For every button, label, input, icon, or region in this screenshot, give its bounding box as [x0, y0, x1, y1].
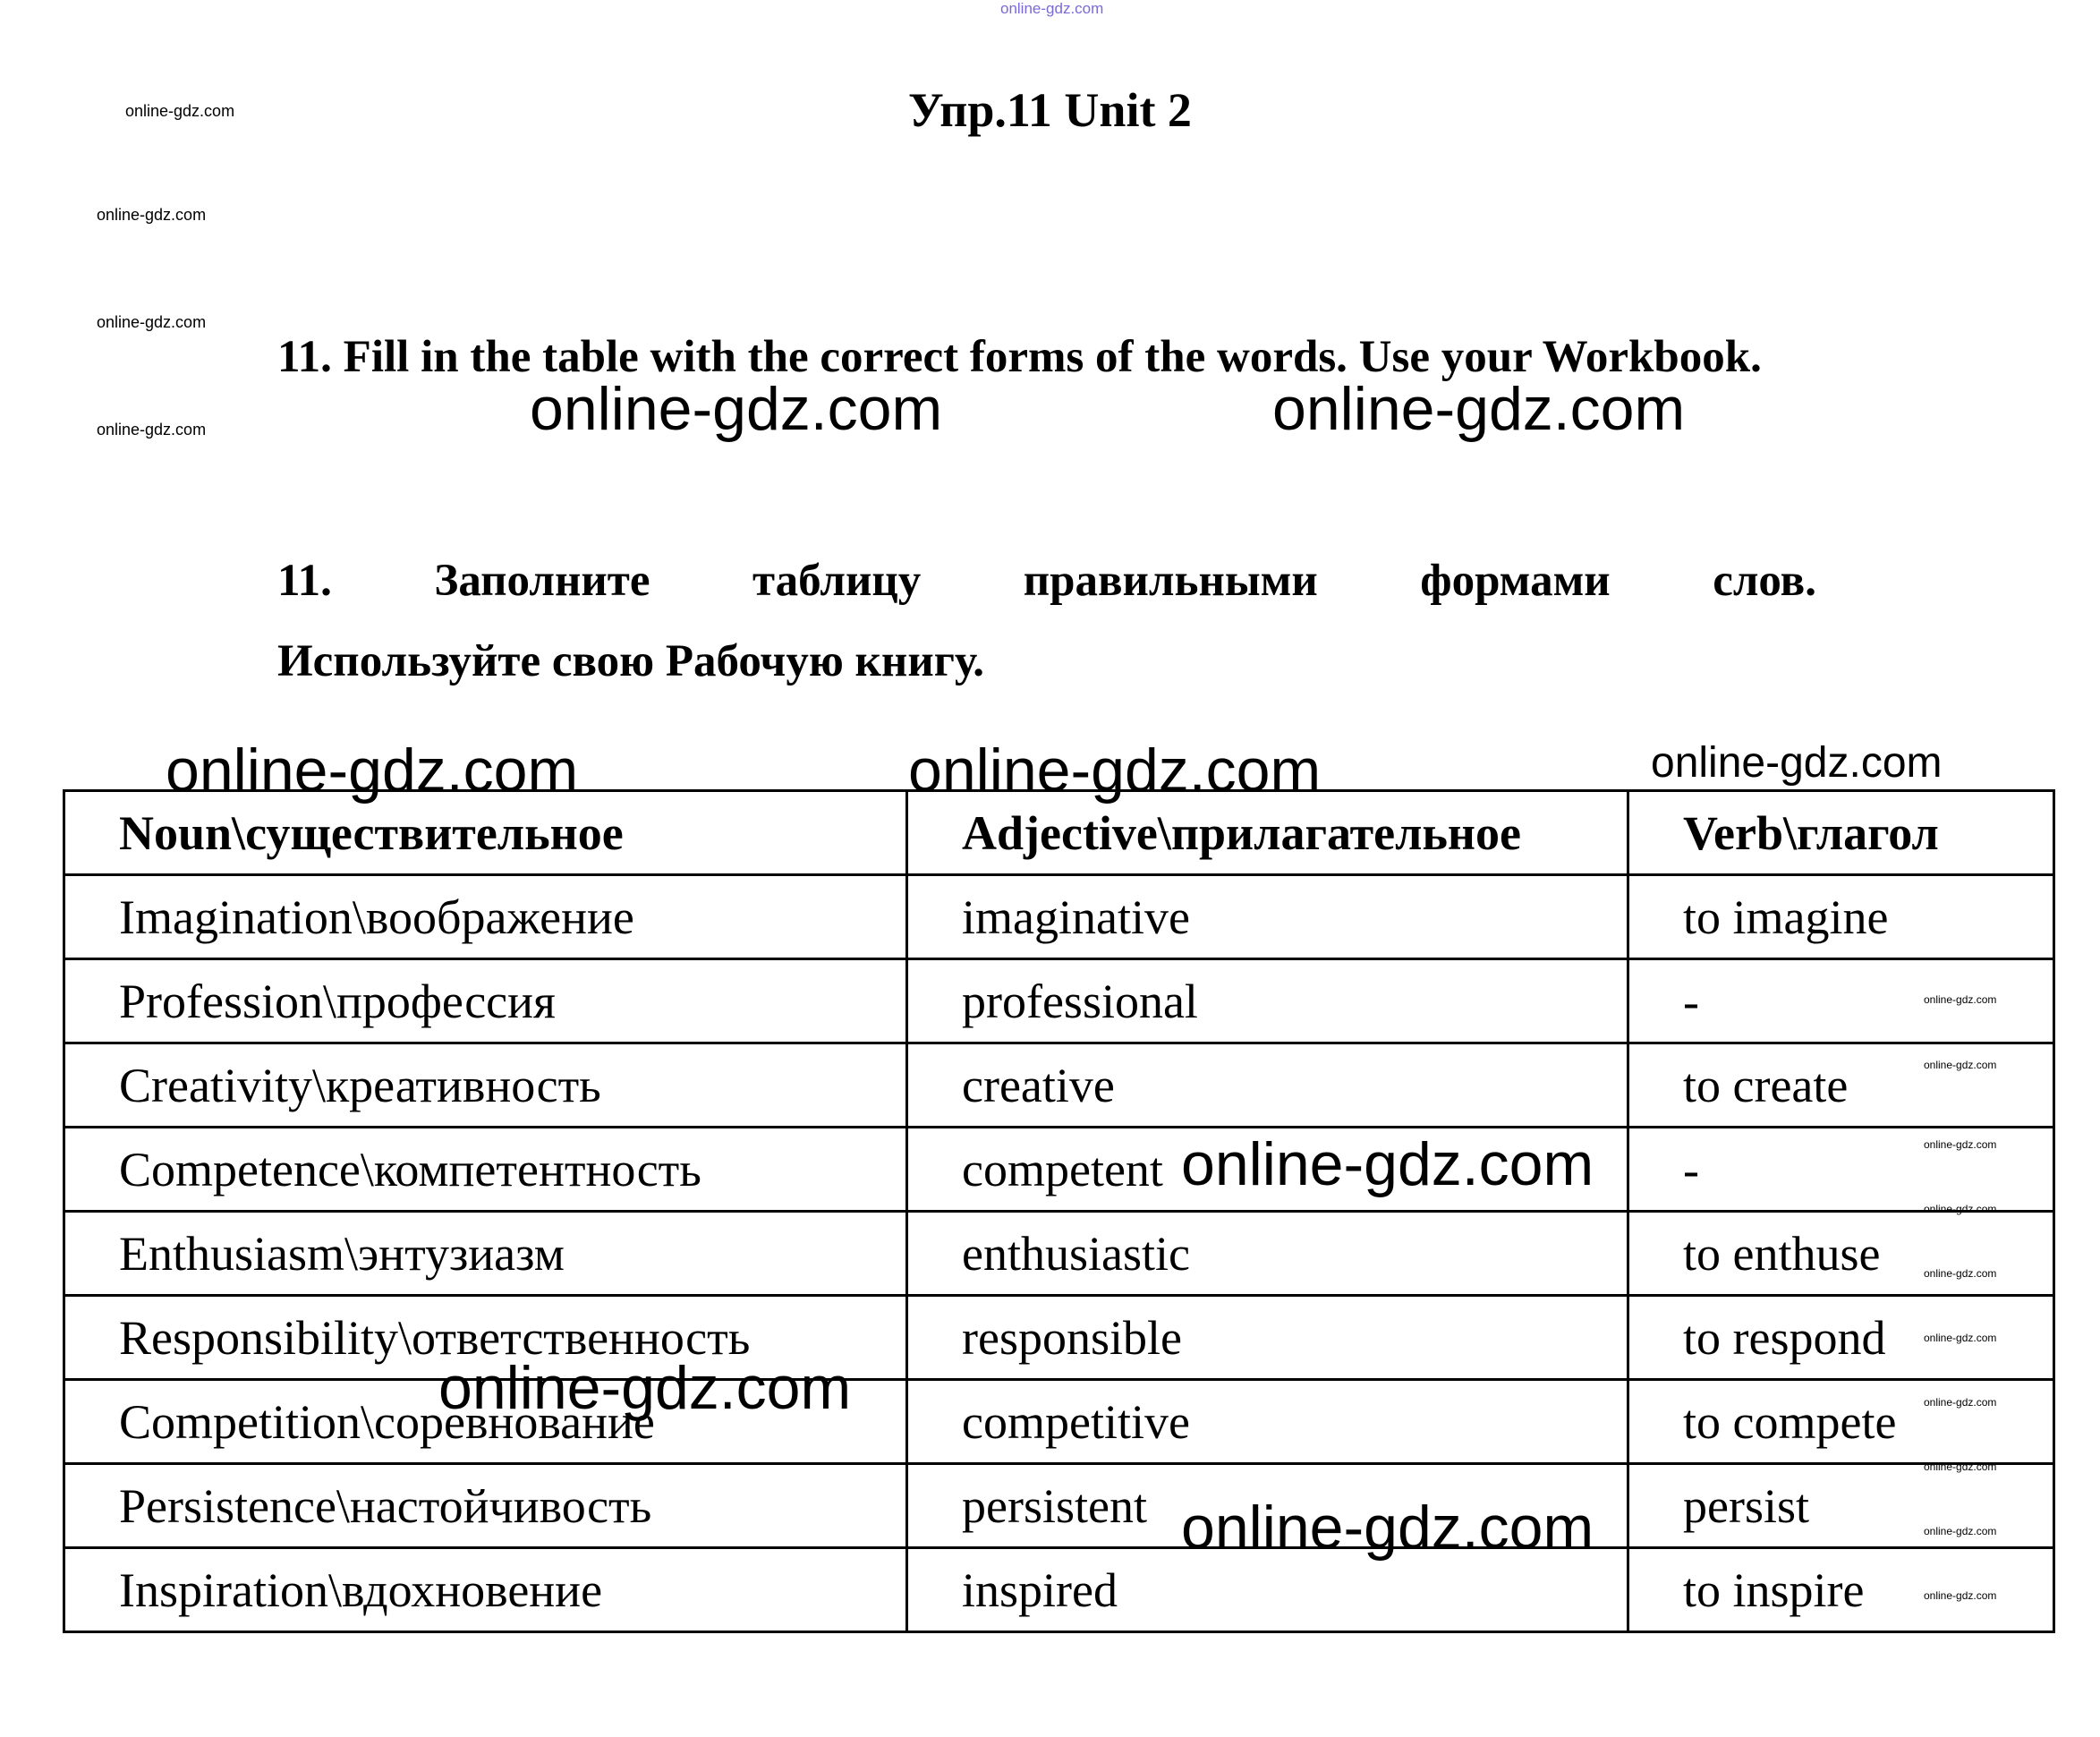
header-noun: Noun\существительное — [64, 791, 907, 875]
task-russian-line-2: Используйте свою Рабочую книгу. — [277, 636, 985, 686]
cell-verb: - — [1628, 959, 2054, 1043]
watermark-overlay: online-gdz.com — [1272, 375, 1686, 443]
task-english: 11. Fill in the table with the correct forms of the words. Use your Workbook. — [277, 332, 1762, 382]
header-verb: Verb\глагол — [1628, 791, 2054, 875]
watermark-top: online-gdz.com — [1000, 0, 1104, 17]
cell-adjective: responsible — [907, 1296, 1628, 1380]
watermark-tiny: online-gdz.com — [1924, 993, 1997, 1006]
cell-verb: persist — [1628, 1464, 2054, 1548]
watermark-overlay: online-gdz.com — [1181, 1494, 1594, 1562]
word-forms-table — [63, 789, 2055, 1633]
watermark-left-4: online-gdz.com — [97, 421, 207, 439]
watermark-tiny: online-gdz.com — [1924, 1267, 1997, 1280]
cell-adjective: imaginative — [907, 875, 1628, 959]
table-row — [64, 875, 2054, 959]
task-russian-word: правильными — [1023, 556, 1318, 606]
cell-verb: to respond — [1628, 1296, 2054, 1380]
task-russian-word: формами — [1420, 556, 1611, 606]
cell-verb: to create — [1628, 1043, 2054, 1128]
table-row — [64, 1380, 2054, 1464]
cell-adjective: professional — [907, 959, 1628, 1043]
task-russian-word: слов. — [1713, 556, 1816, 606]
cell-noun: Responsibility\ответственность — [64, 1296, 907, 1380]
watermark-overlay: online-gdz.com — [438, 1354, 852, 1422]
watermark-tiny: online-gdz.com — [1924, 1059, 1997, 1071]
task-russian-word: 11. — [277, 556, 332, 606]
cell-verb: to enthuse — [1628, 1212, 2054, 1296]
cell-adjective: enthusiastic — [907, 1212, 1628, 1296]
table-row — [64, 1128, 2054, 1212]
watermark-left-1: online-gdz.com — [125, 102, 235, 120]
cell-adjective: inspired — [907, 1548, 1628, 1632]
cell-noun: Enthusiasm\энтузиазм — [64, 1212, 907, 1296]
table-row — [64, 1548, 2054, 1632]
table-row — [64, 1212, 2054, 1296]
watermark-tiny: online-gdz.com — [1924, 1203, 1997, 1215]
cell-adjective: persistent — [907, 1464, 1628, 1548]
watermark-overlay: online-gdz.com — [908, 737, 1322, 805]
cell-adjective: creative — [907, 1043, 1628, 1128]
table-row — [64, 1043, 2054, 1128]
task-russian-word: Заполните — [434, 556, 650, 606]
cell-verb: to compete — [1628, 1380, 2054, 1464]
watermark-tiny: online-gdz.com — [1924, 1460, 1997, 1473]
table-row — [64, 959, 2054, 1043]
cell-adjective: competent — [907, 1128, 1628, 1212]
watermark-overlay: online-gdz.com — [166, 737, 579, 805]
watermark-tiny: online-gdz.com — [1924, 1396, 1997, 1409]
watermark-overlay: online-gdz.com — [530, 375, 943, 443]
cell-noun: Competence\компетентность — [64, 1128, 907, 1212]
watermark-left-2: online-gdz.com — [97, 206, 207, 224]
task-russian-word: таблицу — [752, 556, 922, 606]
cell-verb: - — [1628, 1128, 2054, 1212]
cell-noun: Profession\профессия — [64, 959, 907, 1043]
cell-noun: Competition\соревнование — [64, 1380, 907, 1464]
page-title-text: Упр.11 Unit 2 — [908, 83, 1192, 137]
watermark-left-3: online-gdz.com — [97, 313, 207, 331]
cell-adjective: competitive — [907, 1380, 1628, 1464]
watermark-tiny: online-gdz.com — [1924, 1525, 1997, 1537]
header-adjective: Adjective\прилагательное — [907, 791, 1628, 875]
table-row — [64, 1296, 2054, 1380]
cell-noun: Inspiration\вдохновение — [64, 1548, 907, 1632]
watermark-overlay: online-gdz.com — [1181, 1130, 1594, 1198]
task-russian-line-1 — [277, 555, 1816, 607]
cell-verb: to inspire — [1628, 1548, 2054, 1632]
watermark-tiny: online-gdz.com — [1924, 1589, 1997, 1602]
cell-noun: Persistence\настойчивость — [64, 1464, 907, 1548]
cell-noun: Imagination\воображение — [64, 875, 907, 959]
cell-noun: Creativity\креативность — [64, 1043, 907, 1128]
watermark-overlay: online-gdz.com — [1651, 739, 1943, 787]
table-row — [64, 1464, 2054, 1548]
watermark-tiny: online-gdz.com — [1924, 1332, 1997, 1344]
cell-verb: to imagine — [1628, 875, 2054, 959]
page-title — [0, 82, 2100, 138]
watermark-tiny: online-gdz.com — [1924, 1138, 1997, 1151]
